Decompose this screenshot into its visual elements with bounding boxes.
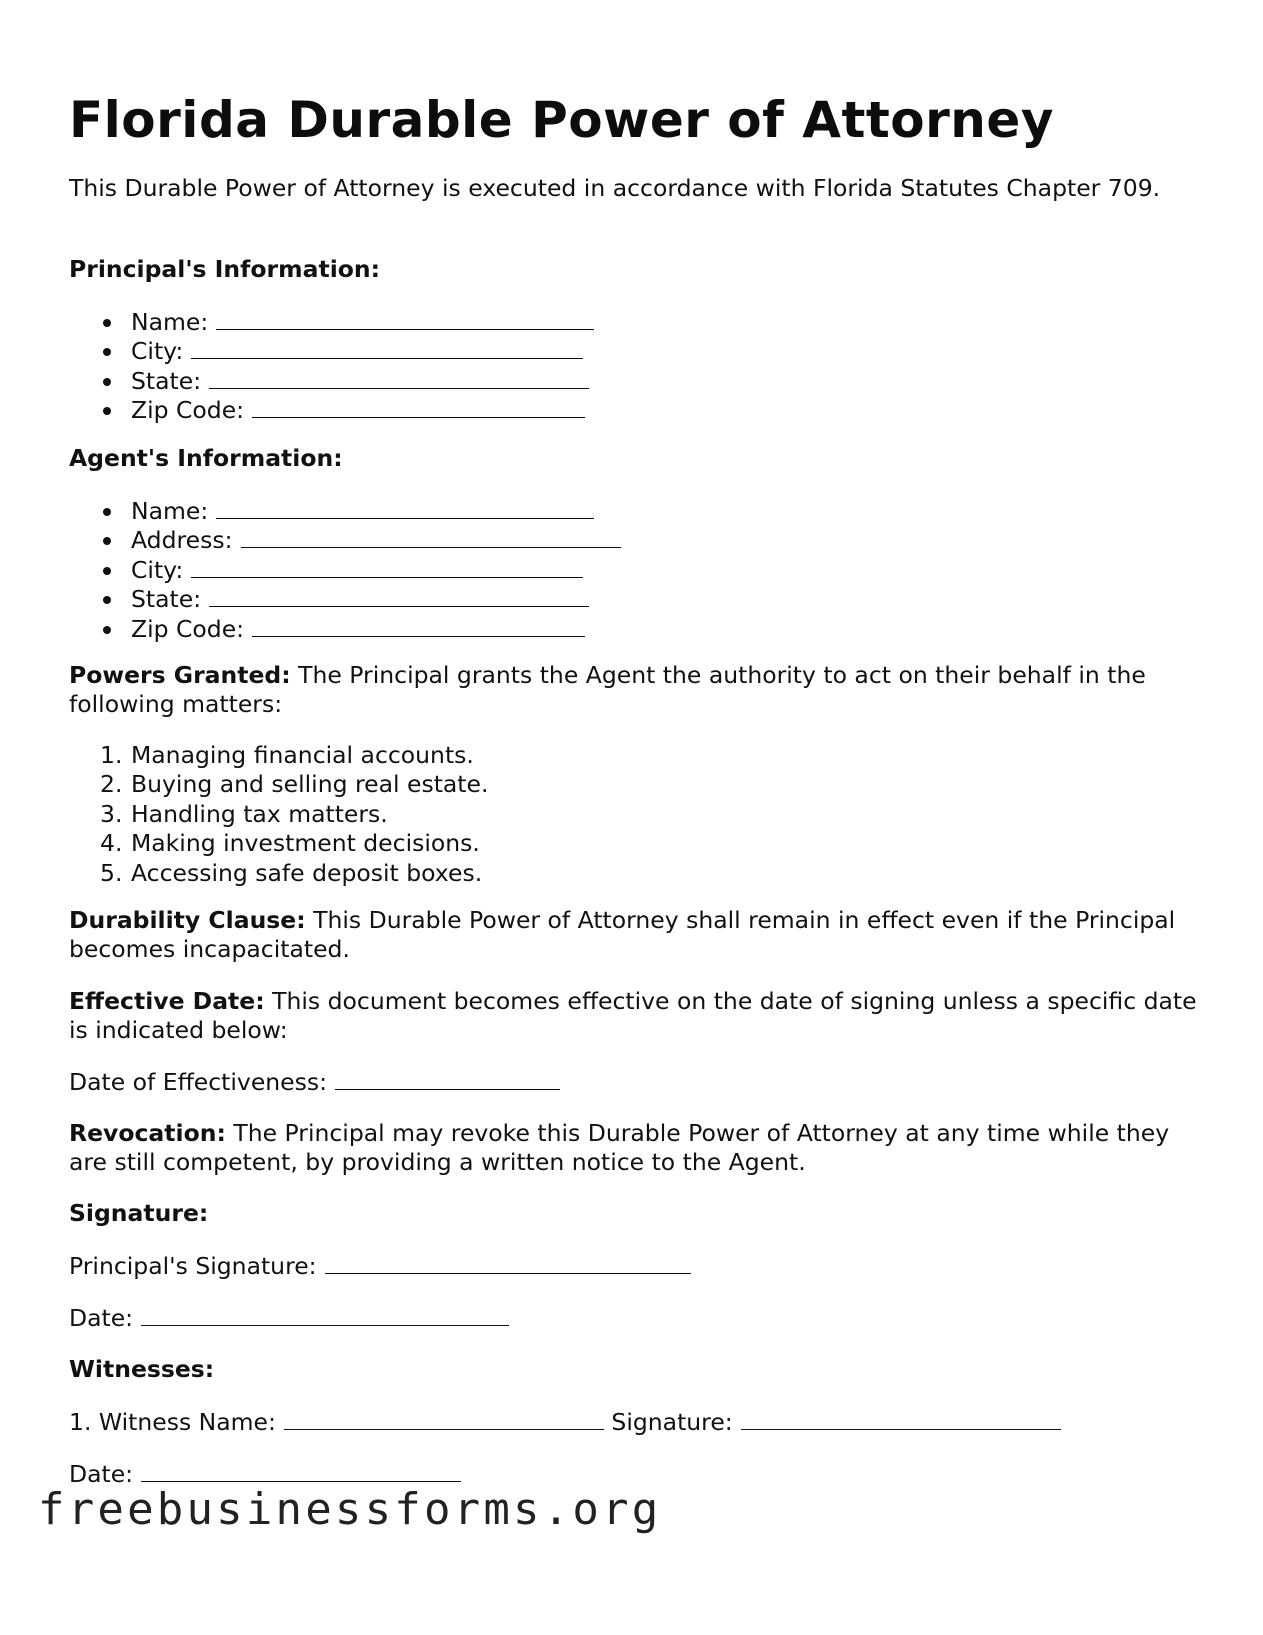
agent-zip-line[interactable]	[252, 614, 585, 637]
durability-text: This Durable Power of Attorney shall remain in effect even if the Principal becomes incapacitated.	[69, 906, 1176, 964]
principal-name-line[interactable]	[216, 307, 594, 330]
list-number: 5.	[100, 858, 123, 887]
durability-paragraph	[69, 906, 1199, 965]
witness-row	[69, 1407, 1199, 1437]
effective-date-label: Date of Effectiveness:	[69, 1068, 328, 1096]
powers-heading: Powers Granted:	[69, 661, 291, 689]
agent-name-line[interactable]	[216, 496, 594, 519]
revocation-paragraph	[69, 1119, 1199, 1178]
effective-date-row	[69, 1067, 1199, 1097]
agent-name-item	[69, 496, 1199, 525]
signature-date-row	[69, 1303, 1199, 1333]
principal-name-item	[69, 307, 1199, 336]
field-label: State:	[131, 585, 202, 614]
power-text: Buying and selling real estate.	[131, 770, 489, 799]
powers-list	[69, 741, 1199, 888]
principal-zip-line[interactable]	[252, 395, 585, 418]
list-number: 1.	[100, 741, 123, 769]
effective-paragraph	[69, 987, 1199, 1046]
power-item	[69, 859, 1199, 888]
power-item	[69, 770, 1199, 799]
list-number: 2.	[100, 770, 123, 799]
field-label: State:	[131, 366, 202, 395]
bullet-icon	[103, 596, 111, 604]
revocation-heading: Revocation:	[69, 1119, 226, 1147]
bullet-icon	[103, 626, 111, 634]
powers-paragraph	[69, 661, 1199, 720]
agent-state-item	[69, 584, 1199, 613]
power-text: Handling tax matters.	[131, 799, 388, 828]
power-text: Making investment decisions.	[131, 829, 480, 858]
document-title: Florida Durable Power of Attorney	[69, 91, 1054, 149]
effective-date-line[interactable]	[335, 1067, 560, 1090]
field-label: City:	[131, 337, 184, 366]
bullet-icon	[103, 567, 111, 575]
effective-heading: Effective Date:	[69, 987, 265, 1015]
principal-heading: Principal's Information:	[69, 255, 381, 283]
signature-heading: Signature:	[69, 1199, 209, 1227]
field-label: City:	[131, 555, 184, 584]
signature-date-label: Date:	[69, 1304, 134, 1332]
witness-date-label: Date:	[69, 1460, 134, 1488]
power-text: Accessing safe deposit boxes.	[131, 858, 483, 887]
witness-name-label: 1. Witness Name:	[69, 1408, 276, 1436]
watermark: freebusinessforms.org	[38, 1484, 662, 1535]
effective-text: This document becomes effective on the date of signing unless a specific date is indicated below:	[69, 987, 1197, 1045]
bullet-icon	[103, 407, 111, 415]
agent-address-item	[69, 525, 1199, 554]
witness-signature-label: Signature:	[611, 1408, 733, 1436]
revocation-text: The Principal may revoke this Durable Power of Attorney at any time while they are still competent, by providing a written notice to the Agent.	[69, 1119, 1170, 1177]
field-label: Zip Code:	[131, 396, 245, 425]
powers-text: The Principal grants the Agent the authority to act on their behalf in the following matters:	[69, 661, 1146, 719]
field-label: Name:	[131, 308, 209, 336]
bullet-icon	[103, 537, 111, 545]
witness-date-line[interactable]	[141, 1459, 461, 1482]
agent-city-item	[69, 555, 1199, 584]
principal-zip-item	[69, 395, 1199, 424]
agent-zip-item	[69, 614, 1199, 643]
agent-state-line[interactable]	[209, 584, 589, 607]
witness-signature-line[interactable]	[741, 1407, 1061, 1430]
principal-signature-row	[69, 1251, 1199, 1281]
agent-city-line[interactable]	[191, 555, 583, 578]
witnesses-heading: Witnesses:	[69, 1355, 215, 1383]
bullet-icon	[103, 319, 111, 327]
principal-signature-line[interactable]	[325, 1251, 691, 1274]
bullet-icon	[103, 378, 111, 386]
bullet-icon	[103, 508, 111, 516]
principal-signature-label: Principal's Signature:	[69, 1252, 317, 1280]
durability-heading: Durability Clause:	[69, 906, 306, 934]
list-number: 4.	[100, 829, 123, 858]
signature-date-line[interactable]	[141, 1303, 509, 1326]
field-label: Zip Code:	[131, 614, 245, 643]
witness-name-line[interactable]	[284, 1407, 604, 1430]
principal-state-item	[69, 366, 1199, 395]
field-label: Address:	[131, 526, 233, 555]
principal-fields	[69, 307, 1199, 425]
agent-heading: Agent's Information:	[69, 444, 343, 472]
principal-state-line[interactable]	[209, 366, 589, 389]
list-number: 3.	[100, 799, 123, 828]
agent-fields	[69, 496, 1199, 643]
field-label: Name:	[131, 497, 209, 525]
intro-text: This Durable Power of Attorney is executed in accordance with Florida Statutes Chapter 709.	[69, 174, 1161, 202]
power-item	[69, 829, 1199, 858]
power-text: Managing financial accounts.	[131, 741, 474, 769]
bullet-icon	[103, 348, 111, 356]
principal-city-item	[69, 336, 1199, 365]
principal-city-line[interactable]	[191, 336, 583, 359]
power-item	[69, 800, 1199, 829]
intro-paragraph	[69, 174, 1199, 203]
agent-address-line[interactable]	[241, 525, 621, 548]
power-item	[69, 741, 1199, 770]
